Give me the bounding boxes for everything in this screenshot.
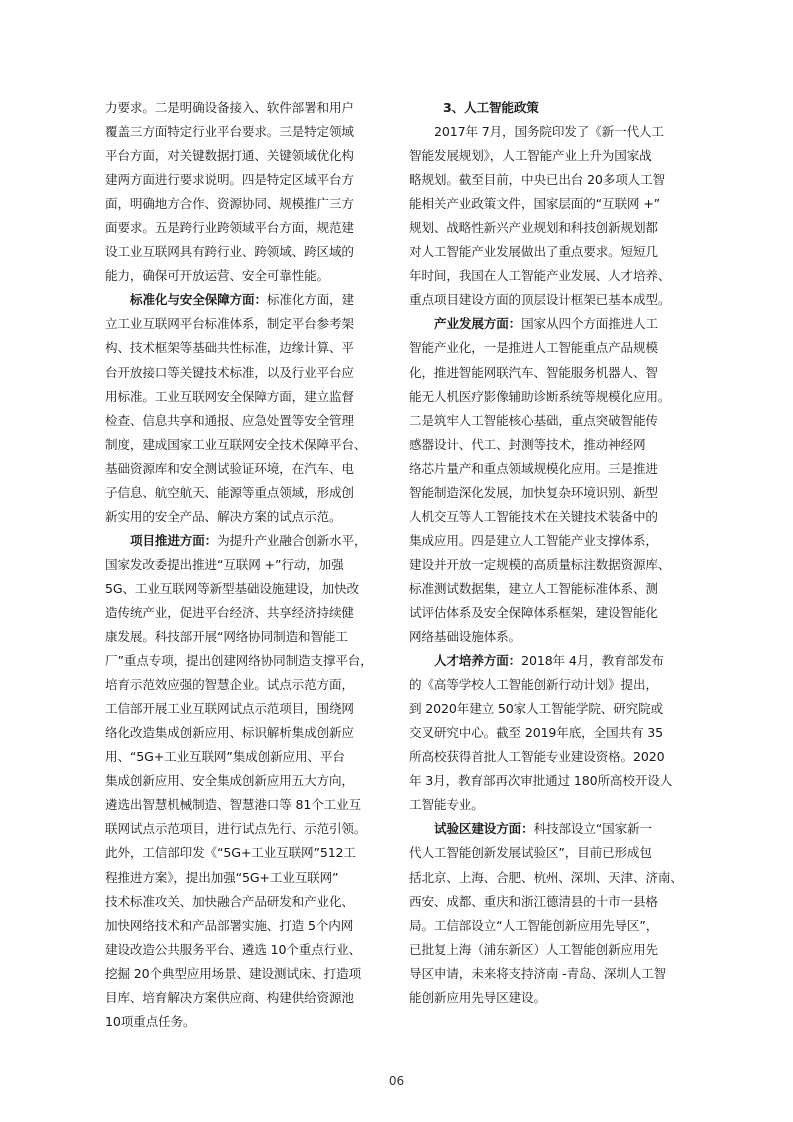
line-text: 2017年 7月，国务院印发了《新一代人工 [434,124,664,140]
text-line [409,938,692,962]
line-text: 括北京、上海、合肥、杭州、深圳、天津、济南、 [409,869,683,885]
line-text: 能相关产业政策文件，国家层面的“互联网 +” [409,196,660,212]
text-line [105,336,388,360]
line-text: 已批复上海（浦东新区）人工智能创新应用先 [409,941,658,957]
paragraph-lead: 产业发展方面： [434,316,522,332]
text-line [409,793,692,817]
line-text: 所高校获得首批人工智能专业建设资格。2020 [409,749,665,765]
line-text: 10项重点任务。 [105,1013,196,1029]
line-text: 加快网络技术和产品部署实施、打造 5个内网 [105,917,354,933]
line-text: 遴选出智慧机械制造、智慧港口等 81个工业互 [105,797,362,813]
text-line [409,962,692,986]
line-text: 智能发展规划》，人工智能产业上升为国家战 [409,148,652,164]
text-line [105,144,388,168]
line-text: 挖掘 20个典型应用场景、建设测试床、打造项 [105,965,362,981]
line-text: 康发展。科技部开展“网络协同制造和智能工 [105,629,348,645]
text-line [409,361,692,385]
line-text: 构、技术框架等基础共性标准，边缘计算、平 [105,340,354,356]
text-line [409,841,692,865]
text-line [105,577,388,601]
line-text: 台开放接口等关键技术标准，以及行业平台应 [105,364,354,380]
text-line [409,914,692,938]
text-line [105,673,388,697]
line-text: 对人工智能产业发展做出了重点要求。短短几 [409,244,658,260]
line-text: 国家从四个方面推进人工 [521,316,658,332]
text-line [409,192,692,216]
text-line [409,240,692,264]
text-line [105,264,388,288]
line-text: 感器设计、代工、封测等技术，推动神经网 [409,436,646,452]
line-text: 能无人机医疗影像辅助诊断系统等规模化应用。 [409,388,671,404]
line-text: 建设并开放一定规模的高质量标注数据资源库、 [409,556,671,572]
line-text: 制度，建成国家工业互联网安全技术保障平台、 [105,436,367,452]
text-line [105,361,388,385]
text-line [105,120,388,144]
text-line [409,144,692,168]
line-text: 网络基础设施体系。 [409,629,521,645]
text-line [409,721,692,745]
text-line [409,312,692,336]
line-text: 技术标准攻关、加快融合产品研发和产业化、 [105,893,354,909]
line-text: 培育示范效应强的智慧企业。试点示范方面， [105,677,354,693]
line-text: 基础资源库和安全测试验证环境，在汽车、电 [105,460,354,476]
line-text: 科技部设立“国家新一 [533,821,652,837]
line-text: 程推进方案》，提出加强“5G+工业互联网” [105,869,339,885]
line-text: 集成应用。四是建立人工智能产业支撑体系， [409,532,658,548]
text-line [409,673,692,697]
line-text: 用标准。工业互联网安全保障方面，建立监督 [105,388,354,404]
line-text: 2018年 4月，教育部发布 [521,653,664,669]
text-line [409,409,692,433]
text-line [409,769,692,793]
line-text: 为提升产业融合创新水平， [217,532,367,548]
line-text: 络化改造集成创新应用、标识解析集成创新应 [105,725,354,741]
line-text: 化，推进智能网联汽车、智能服务机器人、智 [409,364,658,380]
text-line [409,625,692,649]
line-text: 工智能专业。 [409,797,484,813]
text-line [105,288,388,312]
text-line [409,986,692,1010]
text-line [105,601,388,625]
line-text: 覆盖三方面特定行业平台要求。三是特定领域 [105,124,354,140]
text-line [105,769,388,793]
text-line [105,721,388,745]
paragraph-lead: 标准化与安全保障方面： [130,292,267,308]
text-line [409,216,692,240]
text-line [409,120,692,144]
section-heading: 3、人工智能政策 [443,100,539,115]
line-text: 标准化方面，建 [266,292,354,308]
text-line [409,336,692,360]
text-line [409,577,692,601]
line-text: 能创新应用先导区建设。 [409,989,546,1005]
line-text: 造传统产业，促进平台经济、共享经济持续健 [105,604,354,620]
line-text: 国家发改委提出推进“互联网 +”行动，加强 [105,556,344,572]
text-line [105,914,388,938]
line-text: 二是筑牢人工智能核心基础，重点突破智能传 [409,412,658,428]
line-text: 联网试点示范项目，进行试点先行、示范引领。 [105,821,367,837]
text-line [105,649,388,673]
line-text: 年时间，我国在人工智能产业发展、人才培养、 [409,268,671,284]
line-text: 规划、战略性新兴产业规划和科技创新规划都 [409,220,658,236]
text-line [105,1010,388,1034]
text-line [105,240,388,264]
text-line [409,745,692,769]
text-line [409,601,692,625]
text-line [105,841,388,865]
line-text: 面，明确地方合作、资源协同、规模推广三方 [105,196,354,212]
text-line [409,505,692,529]
text-line [409,264,692,288]
text-line [409,481,692,505]
line-text: 力要求。二是明确设备接入、软件部署和用户 [105,100,354,115]
left-column [105,96,388,1034]
text-line [105,890,388,914]
text-line [105,529,388,553]
text-line [105,168,388,192]
line-text: 智能制造深化发展，加快复杂环境识别、新型 [409,484,658,500]
line-text: 到 2020年建立 50家人工智能学院、研究院或 [409,701,663,717]
line-text: 此外，工信部印发《“5G+工业互联网”512工 [105,845,356,861]
line-text: 建两方面进行要求说明。四是特定区域平台方 [105,172,354,188]
line-text: 面要求。五是跨行业跨领域平台方面，规范建 [105,220,354,236]
text-line [409,433,692,457]
paragraph-lead: 项目推进方面： [130,532,218,548]
text-line [105,817,388,841]
text-line [105,553,388,577]
text-line [105,192,388,216]
text-line [105,312,388,336]
text-line [105,505,388,529]
text-line [409,890,692,914]
text-line [105,385,388,409]
text-line [105,962,388,986]
text-line [105,457,388,481]
line-text: 略规划。截至目前，中央已出台 20多项人工智 [409,172,666,188]
line-text: 局。工信部设立“人工智能创新应用先导区”， [409,917,659,933]
text-line [105,216,388,240]
line-text: 年 3月，教育部再次审批通过 180所高校开设人 [409,773,673,789]
line-text: 检查、信息共享和通报、应急处置等安全管理 [105,412,354,428]
text-line [409,697,692,721]
line-text: 导区申请，未来将支持济南 -青岛、深圳人工智 [409,965,667,981]
line-text: 设工业互联网具有跨行业、跨领域、跨区域的 [105,244,354,260]
line-text: 集成创新应用、安全集成创新应用五大方向， [105,773,354,789]
line-text: 交叉研究中心。截至 2019年底，全国共有 35 [409,725,663,741]
text-line [105,433,388,457]
text-line [105,697,388,721]
line-text: 用、“5G+工业互联网”集成创新应用、平台 [105,749,345,765]
line-text: 代人工智能创新发展试验区”，目前已形成包 [409,845,652,861]
line-text: 智能产业化，一是推进人工智能重点产品规模 [409,340,658,356]
text-line [105,481,388,505]
text-line [409,96,692,120]
line-text: 标准测试数据集，建立人工智能标准体系、测 [409,580,658,596]
text-line [105,96,388,120]
line-text: 平台方面，对关键数据打通、关键领域优化构 [105,148,354,164]
paragraph-lead: 人才培养方面： [434,653,522,669]
text-line [409,168,692,192]
line-text: 试评估体系及安全保障体系框架，建设智能化 [409,604,658,620]
paragraph-lead: 试验区建设方面： [434,821,534,837]
line-text: 新实用的安全产品、解决方案的试点示范。 [105,508,342,524]
line-text: 络芯片量产和重点领域规模化应用。三是推进 [409,460,658,476]
text-line [105,866,388,890]
line-text: 建设改造公共服务平台、遴选 10个重点行业、 [105,941,362,957]
text-line [105,986,388,1010]
text-line [409,457,692,481]
line-text: 能力，确保可开放运营、安全可靠性能。 [105,268,329,284]
line-text: 重点项目建设方面的顶层设计框架已基本成型。 [409,292,671,308]
text-line [105,409,388,433]
page-number: 06 [388,1074,405,1088]
text-line [105,793,388,817]
line-text: 5G、工业互联网等新型基础设施建设，加快改 [105,580,359,596]
line-text: 立工业互联网平台标准体系，制定平台参考架 [105,316,354,332]
line-text: 工信部开展工业互联网试点示范项目，围绕网 [105,701,354,717]
text-line [409,553,692,577]
text-line [105,625,388,649]
text-line [409,385,692,409]
line-text: 子信息、航空航天、能源等重点领域，形成创 [105,484,354,500]
text-line [409,529,692,553]
text-line [105,938,388,962]
line-text: 人机交互等人工智能技术在关键技术装备中的 [409,508,658,524]
line-text: 目库、培育解决方案供应商、构建供给资源池 [105,989,354,1005]
text-line [105,745,388,769]
line-text: 的《高等学校人工智能创新行动计划》提出， [409,677,658,693]
text-line [409,866,692,890]
text-line [409,817,692,841]
right-column [409,96,692,1010]
line-text: 西安、成都、重庆和浙江德清县的十市一县格 [409,893,658,909]
text-line [409,288,692,312]
line-text: 厂”重点专项，提出创建网络协同制造支撑平台， [105,653,373,669]
text-line [409,649,692,673]
